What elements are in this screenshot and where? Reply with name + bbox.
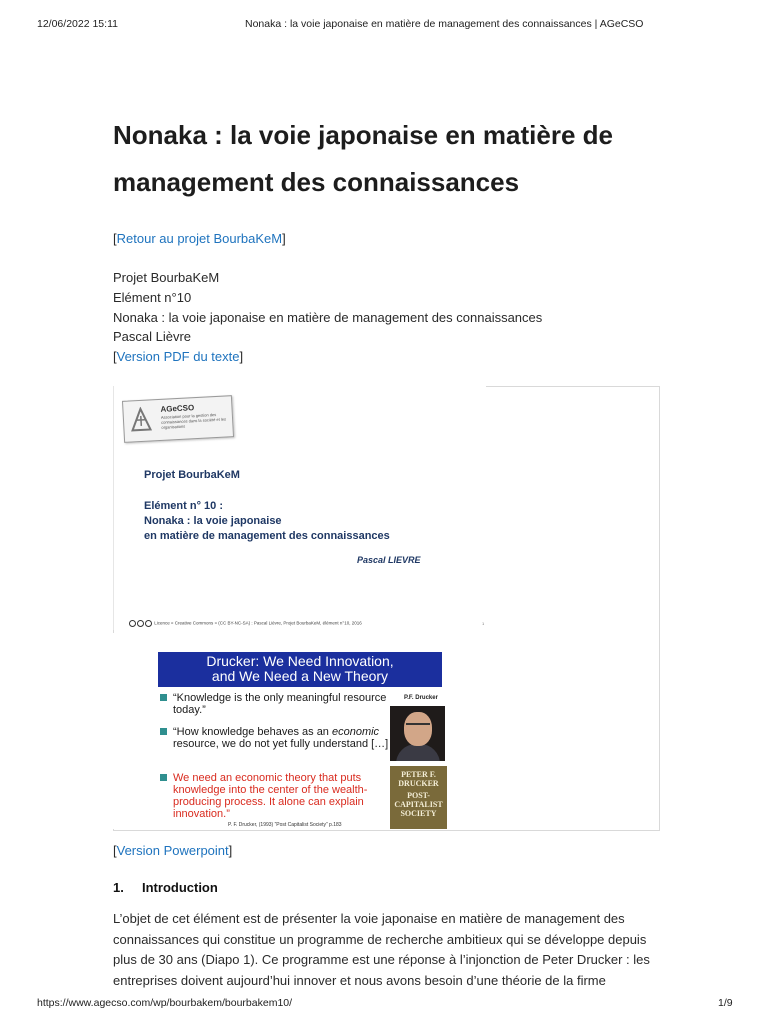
agecso-logo <box>122 395 234 443</box>
agecso-logo-icon <box>129 406 152 433</box>
slide-drucker <box>113 633 485 829</box>
bullet-square-icon <box>160 774 167 781</box>
section-title: Introduction <box>142 880 218 895</box>
back-link-line: [Retour au projet BourbaKeM] <box>113 231 286 246</box>
book-author: PETER F. DRUCKER <box>398 770 439 788</box>
cc-by-icon <box>137 620 144 627</box>
slide1-title-line1: Nonaka : la voie japonaise <box>144 515 282 527</box>
article-title: Nonaka : la voie japonaise en matière de management des connaissances <box>113 120 613 197</box>
meta-element: Elément n°10 <box>113 290 192 305</box>
section-number: 1. <box>113 880 124 895</box>
slide1-author: Pascal LIEVRE <box>357 555 421 565</box>
bullet-square-icon <box>160 694 167 701</box>
powerpoint-link-line: [Version Powerpoint] <box>113 843 233 858</box>
book-title: POST- CAPITALIST SOCIETY <box>394 791 443 818</box>
pdf-version-link[interactable]: Version PDF du texte <box>116 349 240 364</box>
slide-title <box>113 386 486 630</box>
slide1-license <box>129 620 362 627</box>
meta-title: Nonaka : la voie japonaise en matière de management des connaissances <box>113 310 543 325</box>
cc-nc-icon <box>145 620 152 627</box>
intro-paragraph: L’objet de cet élément est de présenter la voie japonaise en matière de management des connaissances qui constitue un programme de recherche ambitieux qui se développe depuis plus de 30 ans (Diapo 1). Ce programme est une réponse à l’injonction de Peter Drucker : les entreprises doivent aujourd’hui innover et nous avons besoin d’une théorie de la firme <box>113 911 650 988</box>
meta-author: Pascal Lièvre <box>113 329 192 344</box>
print-page-number: 1/9 <box>718 997 733 1009</box>
back-to-project-link[interactable]: Retour au projet BourbaKeM <box>116 231 283 246</box>
slide1-number: 1 <box>482 621 485 626</box>
print-timestamp: 12/06/2022 15:11 <box>37 18 118 30</box>
logo-name: AGeCSO <box>160 403 195 414</box>
book-cover <box>390 766 447 829</box>
slide2-bullet-1: “Knowledge is the only meaningful resource today.” <box>160 692 390 716</box>
slide2-bullet-3: We need an economic theory that puts knowledge into the center of the wealth-producing process. It alone can explain innovation.” <box>160 772 390 820</box>
logo-subtitle: Association pour la gestion des connaissances dans la société et les organisations <box>160 411 227 430</box>
print-url: https://www.agecso.com/wp/bourbakem/bourbakem10/ <box>37 997 293 1009</box>
slide2-title: Drucker: We Need Innovation, and We Need a New Theory <box>158 652 442 687</box>
cc-icon <box>129 620 136 627</box>
meta-project: Projet BourbaKeM <box>113 270 220 285</box>
slide1-project: Projet BourbaKeM <box>144 469 240 481</box>
slide1-title-line2: en matière de management des connaissances <box>144 530 390 542</box>
slide2-citation: P. F. Drucker, (1993) “Post Capitalist Society” p.183 <box>228 822 342 828</box>
drucker-photo-label: P.F. Drucker <box>404 695 438 701</box>
pdf-link-line: [Version PDF du texte] <box>113 349 244 364</box>
drucker-photo <box>390 706 445 761</box>
section-heading <box>113 880 218 895</box>
slide1-license-text: Licence « Creative Commons » (CC BY-NC-SA) : Pascal Lièvre, Projet BourbaKeM, élément n°10, 2016 <box>154 620 362 626</box>
powerpoint-version-link[interactable]: Version Powerpoint <box>116 843 229 858</box>
slide1-element: Elément n° 10 : <box>144 500 223 512</box>
bullet-square-icon <box>160 728 167 735</box>
slide2-bullet-2: “How knowledge behaves as an economic resource, we do not yet fully understand […] <box>160 726 390 750</box>
print-page-title: Nonaka : la voie japonaise en matière de management des connaissances | AGeCSO <box>245 18 644 30</box>
